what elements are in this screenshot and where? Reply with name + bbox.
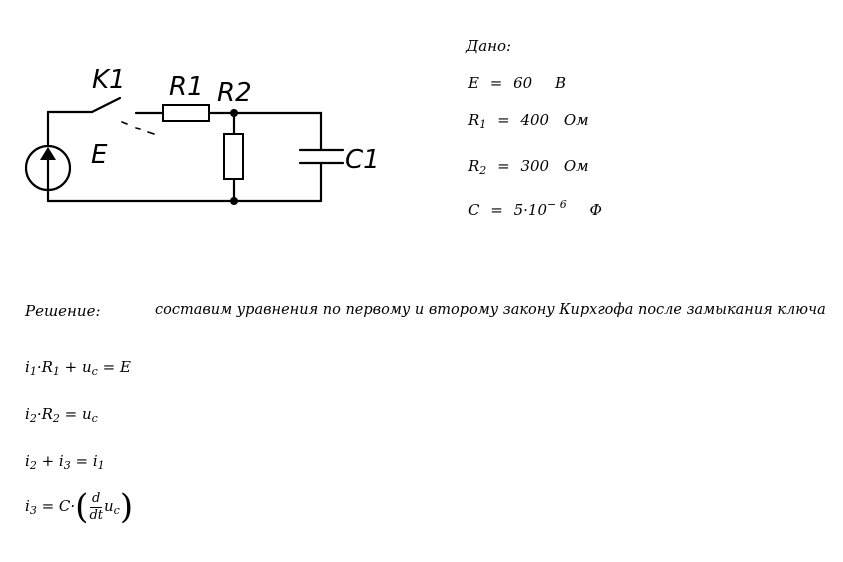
eq4-numerator: d bbox=[92, 490, 101, 506]
eq1-plus: + bbox=[59, 358, 82, 376]
eq1-u-sub: c bbox=[91, 365, 98, 378]
eq2-i-sub: 2 bbox=[29, 412, 37, 425]
solution-text: составим уравнения по первому и второму закону Кирхгофа после замыкания ключа bbox=[155, 302, 826, 318]
wire-top-right bbox=[209, 113, 321, 150]
given-c bbox=[468, 198, 602, 219]
node-top bbox=[230, 109, 238, 117]
label-r1: R1 bbox=[169, 72, 204, 102]
eq4-lhs-sub: 3 bbox=[29, 504, 37, 517]
eq4-denominator: dt bbox=[89, 507, 103, 523]
given-r2-unit: Ом bbox=[563, 157, 589, 175]
given-c-mantissa: 5·10 bbox=[513, 201, 548, 219]
eq2-r: R bbox=[41, 405, 53, 423]
label-k1: K1 bbox=[92, 65, 126, 95]
equation-1 bbox=[25, 358, 131, 376]
eq3-a: i bbox=[25, 452, 30, 470]
eq1-r: R bbox=[41, 358, 53, 376]
eq3-c: i bbox=[92, 452, 98, 470]
label-c1: C1 bbox=[345, 145, 380, 175]
given-r1 bbox=[468, 111, 589, 129]
given-r2-eq: = bbox=[497, 157, 510, 175]
eq1-i-sub: 1 bbox=[29, 365, 37, 378]
eq4-fraction bbox=[89, 491, 103, 524]
eq1-rest: = E bbox=[97, 358, 131, 376]
eq4-left-paren: ( bbox=[75, 487, 89, 527]
equation-2 bbox=[25, 405, 98, 423]
eq4-u-sub: c bbox=[113, 504, 120, 517]
given-r2-value: 300 bbox=[520, 157, 550, 175]
eq3-b-sub: 3 bbox=[63, 459, 71, 472]
eq3-eq: = bbox=[70, 452, 93, 470]
eq1-i: i bbox=[25, 358, 30, 376]
eq2-u-sub: c bbox=[91, 412, 98, 425]
solution-label: Решение: bbox=[25, 302, 101, 320]
eq1-r-sub: 1 bbox=[52, 365, 60, 378]
eq4-lhs: i bbox=[25, 497, 30, 515]
switch-blade bbox=[92, 98, 120, 112]
eq3-b: i bbox=[58, 452, 64, 470]
given-e-unit: В bbox=[554, 74, 566, 92]
eq1-u: u bbox=[82, 358, 92, 376]
given-r1-symbol: R bbox=[468, 111, 480, 129]
label-e: E bbox=[91, 140, 108, 170]
eq2-dot: · bbox=[36, 405, 42, 423]
given-r2-symbol: R bbox=[468, 157, 480, 175]
equation-4 bbox=[25, 487, 134, 527]
given-r1-eq: = bbox=[497, 111, 510, 129]
given-e-eq: = bbox=[489, 74, 503, 92]
resistor-r1 bbox=[163, 105, 209, 121]
label-r2: R2 bbox=[217, 78, 252, 108]
given-e-symbol: E bbox=[468, 74, 479, 92]
eq4-right-paren: ) bbox=[119, 487, 134, 527]
given-r1-value: 400 bbox=[520, 111, 550, 129]
given-c-unit: Ф bbox=[589, 201, 602, 219]
given-r1-unit: Ом bbox=[563, 111, 589, 129]
switch-dashes bbox=[122, 122, 154, 134]
eq4-u: u bbox=[103, 497, 114, 515]
resistor-r2 bbox=[224, 134, 243, 179]
eq2-eq: = bbox=[59, 405, 82, 423]
given-r1-sub: 1 bbox=[479, 118, 487, 131]
given-c-eq: = bbox=[490, 201, 503, 219]
eq2-u: u bbox=[82, 405, 92, 423]
source-arrow-head bbox=[40, 147, 56, 160]
eq3-c-sub: 1 bbox=[97, 459, 105, 472]
given-e bbox=[468, 74, 566, 92]
given-c-symbol: C bbox=[468, 201, 480, 219]
given-e-value: 60 bbox=[513, 74, 533, 92]
eq2-i: i bbox=[25, 405, 30, 423]
eq3-a-sub: 2 bbox=[29, 459, 37, 472]
eq2-r-sub: 2 bbox=[52, 412, 60, 425]
given-title: Дано: bbox=[466, 37, 512, 55]
eq4-mid: = C· bbox=[36, 497, 76, 515]
eq3-plus: + bbox=[36, 452, 59, 470]
node-bottom bbox=[230, 197, 238, 205]
given-c-exponent: − 6 bbox=[547, 198, 567, 211]
equation-3 bbox=[25, 452, 105, 470]
circuit-diagram bbox=[0, 0, 420, 230]
given-r2-sub: 2 bbox=[479, 164, 487, 177]
eq1-dot: · bbox=[36, 358, 42, 376]
given-r2 bbox=[468, 157, 589, 175]
